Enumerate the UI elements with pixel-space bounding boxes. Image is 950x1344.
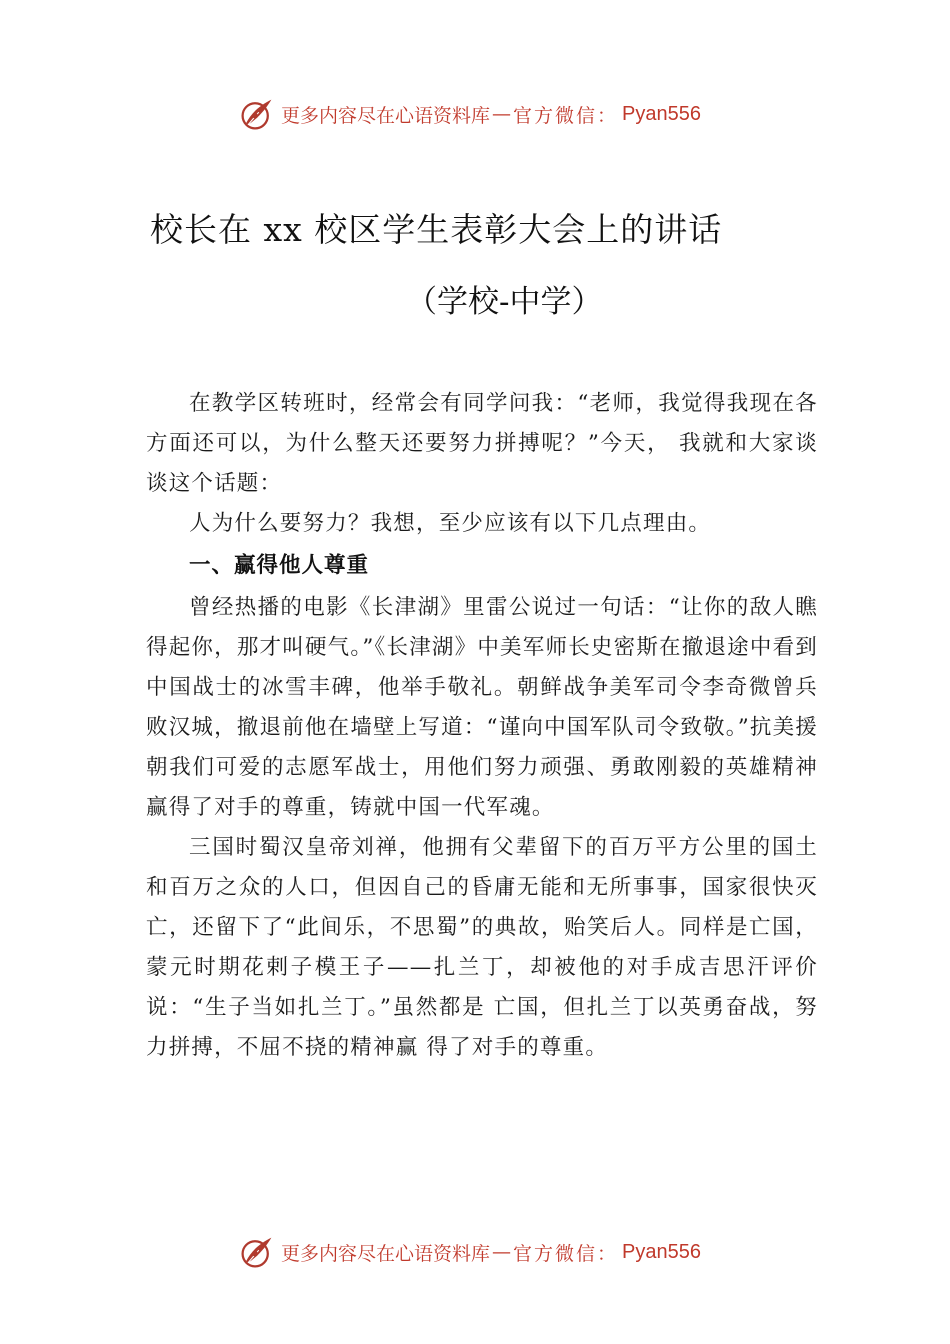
section-paragraph: 三国时蜀汉皇帝刘禅，他拥有父辈留下的百万平方公里的国土和百万之众的人口，但因自己的昏庸无能和无所事事，国家很快灭亡，还留下了“此间乐，不思蜀”的典故，贻笑后人。同样是亡国，蒙元时期花剌子模王子——扎兰丁，却被他的对手成吉思汗评价说：“生子当如扎兰丁。”虽然都是 亡国，但扎兰丁以英勇奋战，努力拼搏，不屈不挠的精神赢 得了对手的尊重。 xyxy=(146,835,818,1060)
header-banner-separator: — xyxy=(492,103,512,125)
quill-logo-icon xyxy=(239,96,275,132)
document-subtitle: （学校-中学） xyxy=(406,284,603,320)
section-heading: 一、赢得他人尊重 xyxy=(189,553,370,578)
section-paragraph: 曾经热播的电影《长津湖》里雷公说过一句话：“让你的敌人瞧得起你，那才叫硬气。”《长津湖》中美军师长史密斯在撤退途中看到中国战士的冰雪丰碑，他举手敬礼。朝鲜战争美军司令李奇微曾兵败汉城，撤退前他在墙壁上写道：“谨向中国军队司令致敬。”抗美援朝我们可爱的志愿军战士，用他们努力顽强、勇敢刚毅的英雄精神赢得了对手的尊重，铸就中国一代军魂。 xyxy=(146,595,818,820)
reasons-paragraph: 人为什么要努力？我想，至少应该有以下几点理由。 xyxy=(189,511,712,536)
header-banner xyxy=(0,92,950,136)
quill-logo-icon xyxy=(239,1234,275,1270)
footer-banner-separator: — xyxy=(492,1241,512,1263)
header-wechat-id: Pyan556 xyxy=(622,102,701,125)
footer-banner xyxy=(0,1230,950,1274)
document-body xyxy=(146,384,818,1068)
header-wechat-label: 官方微信： xyxy=(513,104,619,127)
footer-banner-text: 更多内容尽在心语资料库 xyxy=(281,1242,491,1265)
footer-wechat-id: Pyan556 xyxy=(622,1240,701,1263)
document-title: 校长在 xx 校区学生表彰大会上的讲话 xyxy=(150,210,723,249)
intro-paragraph: 在教学区转班时，经常会有同学问我：“老师，我觉得我现在各方面还可以，为什么整天还要努力拼搏呢？”今天， 我就和大家谈谈这个话题： xyxy=(146,391,818,496)
footer-wechat-label: 官方微信： xyxy=(513,1242,619,1265)
header-banner-text: 更多内容尽在心语资料库 xyxy=(281,104,491,127)
